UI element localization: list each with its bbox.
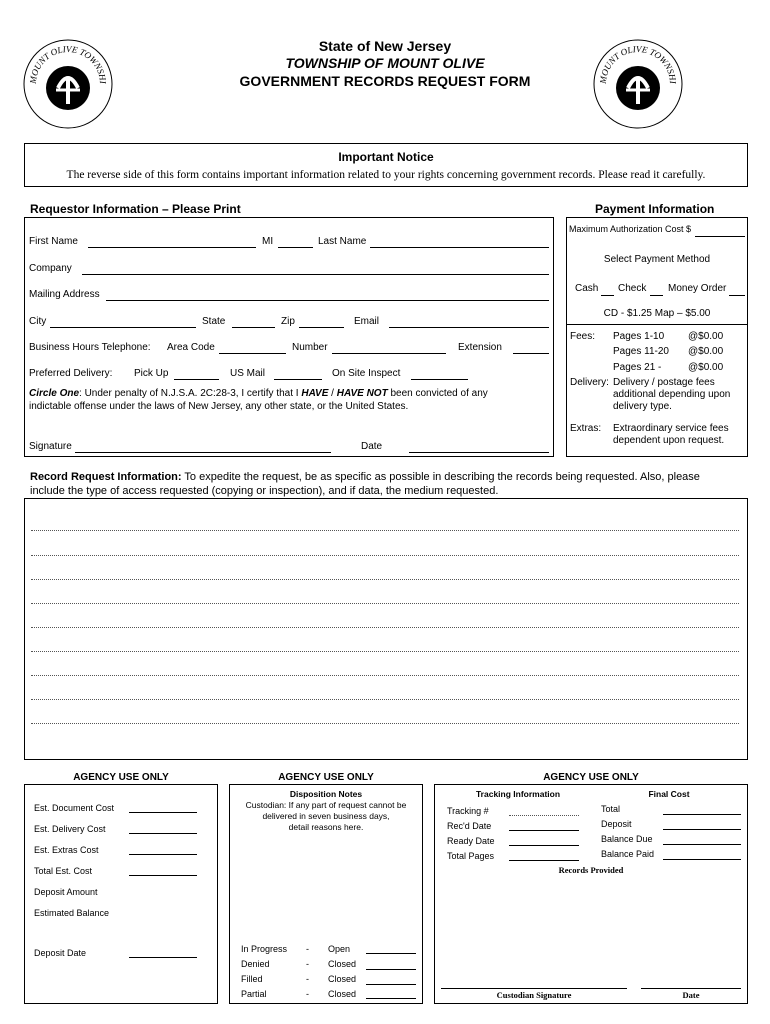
certify-text-a: : Under penalty of N.J.S.A. 2C:28-3, I certify that I bbox=[79, 388, 302, 399]
pages-11-20-label: Pages 11-20 bbox=[613, 346, 669, 357]
record-line[interactable] bbox=[31, 530, 739, 531]
record-line[interactable] bbox=[31, 675, 739, 676]
extras-text-2: dependent upon request. bbox=[613, 435, 725, 446]
agency-heading-3: AGENCY USE ONLY bbox=[543, 772, 639, 783]
company-label: Company bbox=[29, 263, 72, 274]
balance-due-label: Balance Due bbox=[601, 834, 653, 844]
final-deposit-field[interactable] bbox=[663, 829, 741, 830]
balance-due-field[interactable] bbox=[663, 844, 741, 845]
state-field[interactable] bbox=[232, 327, 275, 328]
agency-box-2 bbox=[229, 784, 423, 1004]
first-name-field[interactable] bbox=[88, 247, 256, 248]
mailing-address-field[interactable] bbox=[106, 300, 549, 301]
delivery-label: Delivery: bbox=[570, 377, 609, 388]
mi-label: MI bbox=[262, 236, 274, 247]
final-cost-title: Final Cost bbox=[648, 789, 690, 799]
status-dash: - bbox=[306, 944, 309, 954]
payment-divider bbox=[566, 324, 748, 325]
certify-text-b: been convicted of any bbox=[387, 388, 488, 399]
signature-field[interactable] bbox=[75, 452, 331, 453]
tracking-info-title: Tracking Information bbox=[475, 789, 561, 799]
signature-label: Signature bbox=[29, 441, 72, 452]
delivery-text-2: additional depending upon bbox=[613, 389, 731, 400]
agency-heading-2: AGENCY USE ONLY bbox=[278, 772, 374, 783]
select-method-label: Select Payment Method bbox=[603, 254, 711, 265]
total-pages-label: Total Pages bbox=[447, 851, 495, 861]
record-line[interactable] bbox=[31, 603, 739, 604]
record-request-label: Record Request Information: bbox=[30, 471, 182, 483]
extras-label: Extras: bbox=[570, 423, 602, 434]
circle-one-label: Circle One bbox=[29, 388, 80, 399]
first-name-label: First Name bbox=[29, 236, 78, 247]
record-request-line-1 bbox=[30, 471, 700, 484]
last-name-field[interactable] bbox=[370, 247, 549, 248]
status-open-field[interactable] bbox=[366, 953, 416, 954]
status-in-progress: In Progress bbox=[241, 944, 288, 954]
status-closed: Closed bbox=[328, 974, 357, 984]
record-line[interactable] bbox=[31, 627, 739, 628]
record-request-text-1: To expedite the request, be as specific as possible in describing the records being requested. Also, please bbox=[181, 471, 700, 483]
header-township: TOWNSHIP OF MOUNT OLIVE bbox=[285, 55, 485, 71]
extension-field[interactable] bbox=[513, 353, 549, 354]
final-total-field[interactable] bbox=[663, 814, 741, 815]
business-phone-label: Business Hours Telephone: bbox=[29, 342, 151, 353]
number-label: Number bbox=[292, 342, 328, 353]
recd-date-field[interactable] bbox=[509, 830, 579, 831]
status-closed-field[interactable] bbox=[366, 984, 416, 985]
fees-label: Fees: bbox=[570, 331, 596, 342]
pick-up-label: Pick Up bbox=[134, 368, 169, 379]
pages-11-20-value: @$0.00 bbox=[688, 346, 724, 357]
certification-line-2: indictable offense under the laws of New Jersey, any other state, or the United States. bbox=[29, 401, 409, 412]
records-provided-label: Records Provided bbox=[558, 865, 624, 875]
city-field[interactable] bbox=[50, 327, 196, 328]
status-closed: Closed bbox=[328, 959, 357, 969]
agency-box-1 bbox=[24, 784, 218, 1004]
area-code-label: Area Code bbox=[167, 342, 215, 353]
est-extras-cost-label: Est. Extras Cost bbox=[34, 845, 99, 855]
status-denied: Denied bbox=[241, 959, 270, 969]
record-line[interactable] bbox=[31, 579, 739, 580]
pages-1-10-value: @$0.00 bbox=[688, 331, 724, 342]
status-closed-field[interactable] bbox=[366, 998, 416, 999]
custodian-signature-field[interactable] bbox=[441, 988, 627, 989]
disposition-notes-text-3: detail reasons here. bbox=[288, 822, 364, 832]
delivery-text-1: Delivery / postage fees bbox=[613, 377, 715, 388]
record-line[interactable] bbox=[31, 651, 739, 652]
requestor-box bbox=[24, 217, 554, 457]
have-option[interactable]: HAVE bbox=[301, 388, 329, 399]
status-dash: - bbox=[306, 974, 309, 984]
extras-text-1: Extraordinary service fees bbox=[613, 423, 729, 434]
us-mail-field[interactable] bbox=[274, 379, 322, 380]
page-title: GOVERNMENT RECORDS REQUEST FORM bbox=[239, 73, 531, 89]
record-line[interactable] bbox=[31, 699, 739, 700]
pages-21-label: Pages 21 - bbox=[613, 362, 662, 373]
certification-line-1 bbox=[29, 388, 488, 400]
state-label: State bbox=[202, 316, 226, 327]
custodian-signature-label: Custodian Signature bbox=[496, 990, 572, 1000]
deposit-date-label: Deposit Date bbox=[34, 948, 87, 958]
email-label: Email bbox=[354, 316, 380, 327]
notice-text: The reverse side of this form contains important information related to your rights concerning government records. Please read it carefully. bbox=[66, 169, 706, 181]
last-name-label: Last Name bbox=[318, 236, 367, 247]
preferred-delivery-label: Preferred Delivery: bbox=[29, 368, 113, 379]
status-filled: Filled bbox=[241, 974, 263, 984]
status-closed: Closed bbox=[328, 989, 357, 999]
disposition-notes-text-2: delivered in seven business days, bbox=[262, 811, 390, 821]
date-label: Date bbox=[361, 441, 383, 452]
money-order-field[interactable] bbox=[729, 295, 745, 296]
company-field[interactable] bbox=[82, 274, 549, 275]
city-label: City bbox=[29, 316, 47, 327]
extension-label: Extension bbox=[458, 342, 502, 353]
est-extras-cost-field[interactable] bbox=[129, 854, 197, 855]
notice-title: Important Notice bbox=[338, 150, 434, 164]
status-open: Open bbox=[328, 944, 351, 954]
delivery-text-3: delivery type. bbox=[613, 401, 672, 412]
final-total-label: Total bbox=[601, 804, 621, 814]
max-cost-field[interactable] bbox=[695, 236, 745, 237]
custodian-date-label: Date bbox=[682, 990, 700, 1000]
balance-paid-field[interactable] bbox=[663, 859, 741, 860]
zip-label: Zip bbox=[281, 316, 295, 327]
requestor-heading: Requestor Information – Please Print bbox=[30, 202, 241, 216]
total-est-cost-field[interactable] bbox=[129, 875, 197, 876]
have-not-option[interactable]: HAVE NOT bbox=[336, 388, 388, 399]
agency-box-3 bbox=[434, 784, 748, 1004]
check-field[interactable] bbox=[650, 295, 663, 296]
final-deposit-label: Deposit bbox=[601, 819, 632, 829]
date-field[interactable] bbox=[409, 452, 549, 453]
record-line[interactable] bbox=[31, 555, 739, 556]
est-delivery-cost-field[interactable] bbox=[129, 833, 197, 834]
ready-date-label: Ready Date bbox=[447, 836, 495, 846]
est-document-cost-field[interactable] bbox=[129, 812, 197, 813]
zip-field[interactable] bbox=[299, 327, 344, 328]
pages-21-value: @$0.00 bbox=[688, 362, 724, 373]
disposition-notes-text-1: Custodian: If any part of request cannot be bbox=[245, 800, 407, 810]
disposition-notes-title: Disposition Notes bbox=[289, 789, 363, 799]
custodian-date-field[interactable] bbox=[641, 988, 741, 989]
record-request-line-2: include the type of access requested (copying or inspection), and if data, the medium requested. bbox=[30, 485, 499, 497]
est-document-cost-label: Est. Document Cost bbox=[34, 803, 115, 813]
on-site-label: On Site Inspect bbox=[332, 368, 401, 379]
record-line[interactable] bbox=[31, 723, 739, 724]
email-field[interactable] bbox=[389, 327, 549, 328]
est-delivery-cost-label: Est. Delivery Cost bbox=[34, 824, 106, 834]
number-field[interactable] bbox=[332, 353, 446, 354]
notice-box bbox=[24, 143, 748, 187]
status-dash: - bbox=[306, 989, 309, 999]
cash-label: Cash bbox=[575, 283, 599, 294]
recd-date-label: Rec'd Date bbox=[447, 821, 492, 831]
payment-heading: Payment Information bbox=[595, 202, 715, 216]
svg-text:MOUNT OLIVE TOWNSHIP NEW JERSE: MOUNT OLIVE TOWNSHI bbox=[27, 43, 109, 85]
deposit-date-field[interactable] bbox=[129, 957, 197, 958]
mailing-address-label: Mailing Address bbox=[29, 289, 100, 300]
agency-heading-1: AGENCY USE ONLY bbox=[73, 772, 169, 783]
pick-up-field[interactable] bbox=[174, 379, 219, 380]
check-label: Check bbox=[618, 283, 647, 294]
record-request-box[interactable] bbox=[24, 498, 748, 760]
max-cost-label: Maximum Authorization Cost $ bbox=[569, 224, 692, 234]
total-est-cost-label: Total Est. Cost bbox=[34, 866, 93, 876]
status-dash: - bbox=[306, 959, 309, 969]
pages-1-10-label: Pages 1-10 bbox=[613, 331, 665, 342]
tracking-number-field[interactable] bbox=[509, 815, 579, 816]
slash-separator: / bbox=[328, 388, 337, 399]
header-state: State of New Jersey bbox=[318, 38, 452, 54]
estimated-balance-label: Estimated Balance bbox=[34, 908, 110, 918]
ready-date-field[interactable] bbox=[509, 845, 579, 846]
on-site-field[interactable] bbox=[411, 379, 468, 380]
status-closed-field[interactable] bbox=[366, 969, 416, 970]
total-pages-field[interactable] bbox=[509, 860, 579, 861]
deposit-amount-label: Deposit Amount bbox=[34, 887, 98, 897]
tracking-number-label: Tracking # bbox=[447, 806, 489, 816]
mi-field[interactable] bbox=[278, 247, 313, 248]
money-order-label: Money Order bbox=[668, 283, 727, 294]
area-code-field[interactable] bbox=[219, 353, 286, 354]
cd-map-fee: CD - $1.25 Map – $5.00 bbox=[603, 308, 711, 319]
status-partial: Partial bbox=[241, 989, 267, 999]
balance-paid-label: Balance Paid bbox=[601, 849, 655, 859]
us-mail-label: US Mail bbox=[230, 368, 266, 379]
svg-text:MOUNT OLIVE TOWNSHIP NEW JERSE: MOUNT OLIVE TOWNSHI bbox=[597, 43, 679, 85]
cash-field[interactable] bbox=[601, 295, 614, 296]
